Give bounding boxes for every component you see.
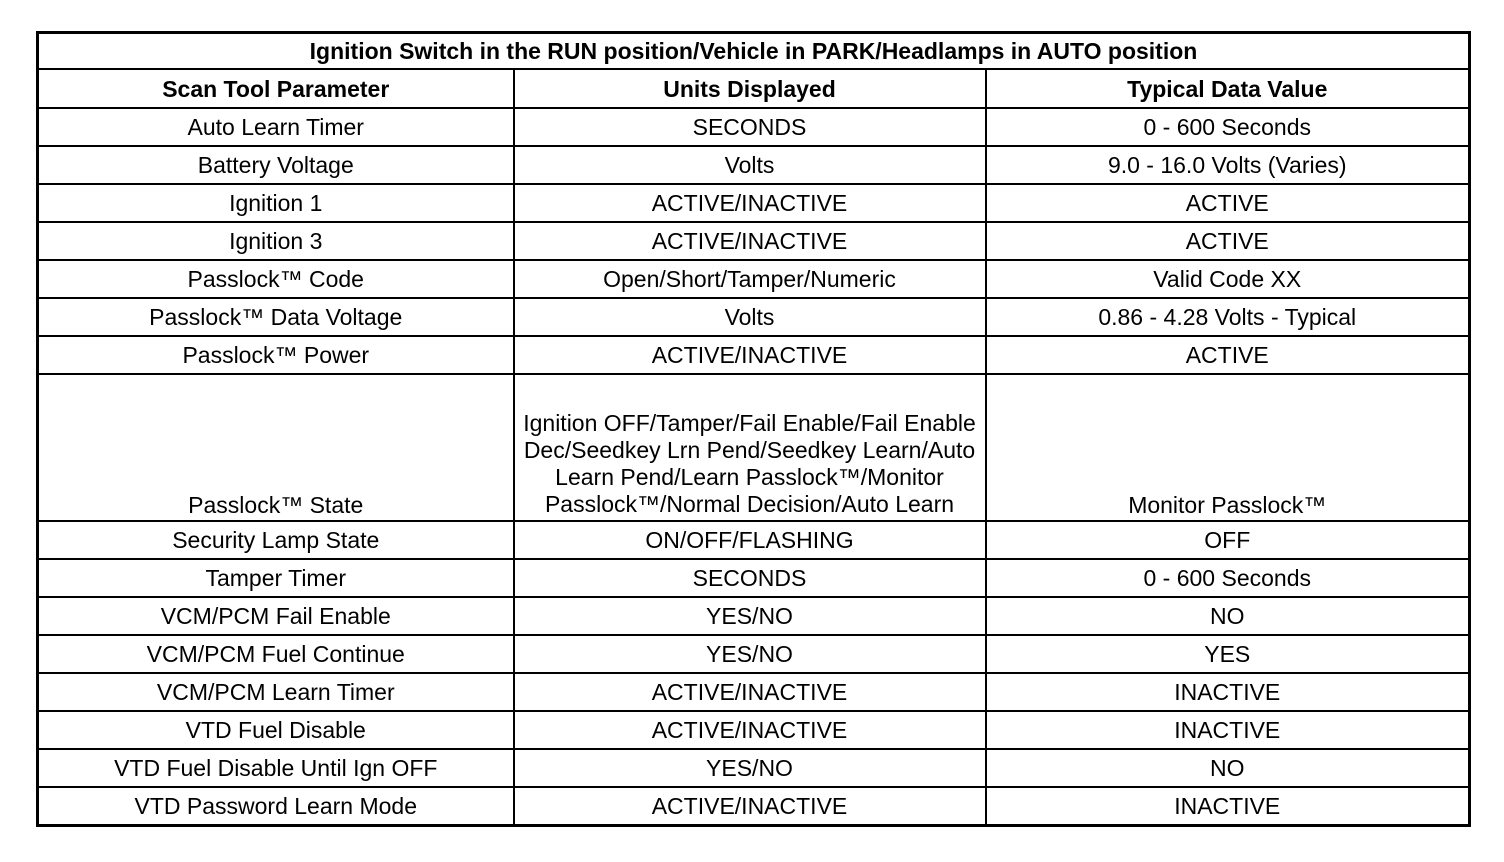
typical-value-cell: OFF [986, 521, 1470, 559]
units-cell: ACTIVE/INACTIVE [514, 787, 986, 826]
units-cell: ACTIVE/INACTIVE [514, 336, 986, 374]
typical-value-cell: NO [986, 597, 1470, 635]
units-cell: ACTIVE/INACTIVE [514, 222, 986, 260]
typical-value-cell: 0 - 600 Seconds [986, 108, 1470, 146]
table-title-row [38, 33, 1470, 70]
units-cell: YES/NO [514, 597, 986, 635]
table-row [38, 635, 1470, 673]
typical-value-cell: INACTIVE [986, 787, 1470, 826]
typical-value-cell: ACTIVE [986, 184, 1470, 222]
scan-tool-data-table [36, 31, 1471, 827]
column-header-typical-value: Typical Data Value [986, 69, 1470, 108]
typical-value-cell: ACTIVE [986, 336, 1470, 374]
parameter-cell: Passlock™ Power [38, 336, 514, 374]
parameter-cell: Battery Voltage [38, 146, 514, 184]
table-row [38, 146, 1470, 184]
table-row [38, 298, 1470, 336]
table-row [38, 559, 1470, 597]
parameter-cell: Passlock™ Code [38, 260, 514, 298]
table-row [38, 184, 1470, 222]
parameter-cell: VCM/PCM Learn Timer [38, 673, 514, 711]
parameter-cell: Passlock™ Data Voltage [38, 298, 514, 336]
typical-value-cell: 0.86 - 4.28 Volts - Typical [986, 298, 1470, 336]
parameter-cell: Ignition 3 [38, 222, 514, 260]
table-header-row [38, 69, 1470, 108]
table-title: Ignition Switch in the RUN position/Vehicle in PARK/Headlamps in AUTO position [38, 33, 1470, 70]
units-cell: ON/OFF/FLASHING [514, 521, 986, 559]
typical-value-cell: NO [986, 749, 1470, 787]
typical-value-cell: 0 - 600 Seconds [986, 559, 1470, 597]
table-row [38, 222, 1470, 260]
table-row [38, 108, 1470, 146]
table-row [38, 374, 1470, 521]
table-row [38, 711, 1470, 749]
column-header-parameter: Scan Tool Parameter [38, 69, 514, 108]
units-cell: YES/NO [514, 749, 986, 787]
typical-value-cell: 9.0 - 16.0 Volts (Varies) [986, 146, 1470, 184]
typical-value-cell: YES [986, 635, 1470, 673]
parameter-cell: VTD Fuel Disable [38, 711, 514, 749]
typical-value-cell: Monitor Passlock™ [986, 374, 1470, 521]
table-row [38, 336, 1470, 374]
units-cell: YES/NO [514, 635, 986, 673]
units-cell: ACTIVE/INACTIVE [514, 673, 986, 711]
units-cell: Volts [514, 146, 986, 184]
table-row [38, 787, 1470, 826]
typical-value-cell: INACTIVE [986, 711, 1470, 749]
parameter-cell: Tamper Timer [38, 559, 514, 597]
parameter-cell: Ignition 1 [38, 184, 514, 222]
table-row [38, 749, 1470, 787]
table-row [38, 260, 1470, 298]
typical-value-cell: ACTIVE [986, 222, 1470, 260]
units-cell: ACTIVE/INACTIVE [514, 711, 986, 749]
parameter-cell: Security Lamp State [38, 521, 514, 559]
units-cell: ACTIVE/INACTIVE [514, 184, 986, 222]
units-cell: Volts [514, 298, 986, 336]
parameter-cell: Passlock™ State [38, 374, 514, 521]
parameter-cell: VTD Fuel Disable Until Ign OFF [38, 749, 514, 787]
column-header-units: Units Displayed [514, 69, 986, 108]
parameter-cell: VCM/PCM Fuel Continue [38, 635, 514, 673]
parameter-cell: VTD Password Learn Mode [38, 787, 514, 826]
typical-value-cell: Valid Code XX [986, 260, 1470, 298]
parameter-cell: Auto Learn Timer [38, 108, 514, 146]
units-cell: SECONDS [514, 559, 986, 597]
table-row [38, 597, 1470, 635]
units-cell: Open/Short/Tamper/Numeric [514, 260, 986, 298]
typical-value-cell: INACTIVE [986, 673, 1470, 711]
table-row [38, 521, 1470, 559]
units-cell: Ignition OFF/Tamper/Fail Enable/Fail Enable Dec/Seedkey Lrn Pend/Seedkey Learn/Auto Learn Pend/Learn Passlock™/Monitor Passlock™/Normal Decision/Auto Learn [514, 374, 986, 521]
table-row [38, 673, 1470, 711]
parameter-cell: VCM/PCM Fail Enable [38, 597, 514, 635]
units-cell: SECONDS [514, 108, 986, 146]
